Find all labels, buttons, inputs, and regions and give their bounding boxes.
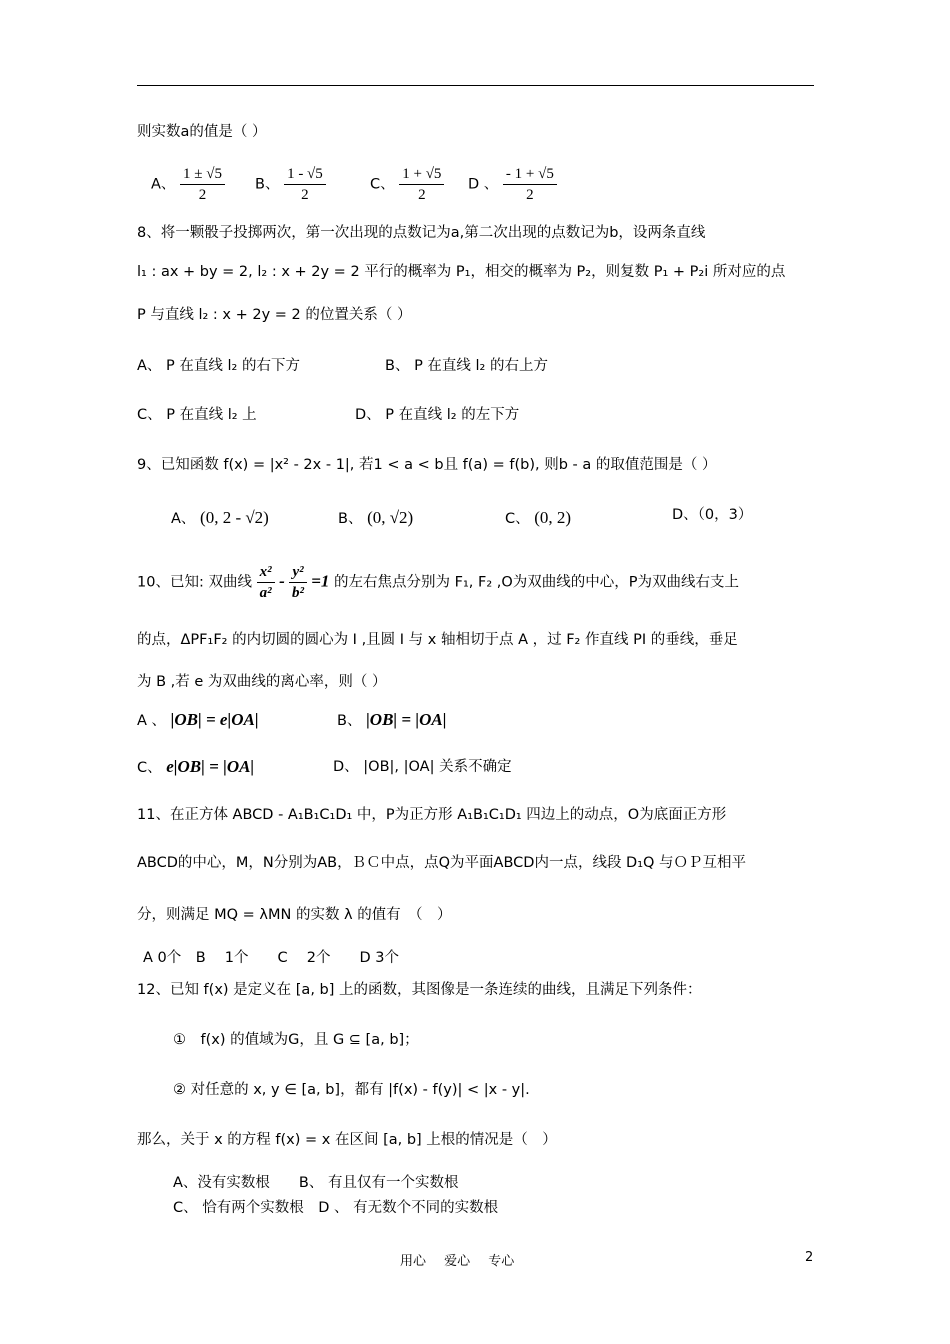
q10-option-c: C、 e|OB| = |OA| bbox=[137, 757, 255, 776]
q10-fraction-x: $\frac{\text{x²}}{\text{a²}}$ bbox=[257, 562, 275, 603]
q8-option-a: A、 P 在直线 l₂ 的右下方 bbox=[137, 358, 300, 374]
q10-option-a: A 、 |OB| = e|OA| bbox=[137, 710, 259, 729]
q11-line-2: ABCD的中心，M，N分别为AB，ＢＣ中点，点Q为平面ABCD内一点，线段 D₁Q 与ＯＰ互相平 bbox=[137, 855, 747, 871]
q10-line-3: 为 B ,若 e 为双曲线的离心率，则（ ） bbox=[137, 674, 387, 690]
q9-option-a: A、 (0, 2 - √2) bbox=[171, 508, 269, 527]
q7-option-a-fraction: $\frac{1 \pm √5}{2}$ bbox=[180, 164, 225, 205]
q7-option-c: C、 $\frac{1 + √5}{2}$ bbox=[370, 164, 444, 205]
q12-options-ab: A、没有实数根 B、 有且仅有一个实数根 bbox=[173, 1175, 459, 1191]
q9-stem: 9、已知函数 f(x) = |x² - 2x - 1|, 若1 < a < b且 f(a) = f(b), 则b - a 的取值范围是（ ） bbox=[137, 457, 717, 473]
q9-option-d: D、（0，3） bbox=[672, 507, 753, 523]
q7-option-d: D 、 $\frac{- 1 + √5}{2}$ bbox=[468, 164, 557, 205]
q12-line-2: 那么，关于 x 的方程 f(x) = x 在区间 [a, b] 上根的情况是（ ） bbox=[137, 1132, 557, 1148]
q10-option-b: B、 |OB| = |OA| bbox=[337, 710, 447, 729]
q7-option-b: B、 $\frac{1 - √5}{2}$ bbox=[255, 164, 326, 205]
q11-line-1: 11、在正方体 ABCD - A₁B₁C₁D₁ 中，P为正方形 A₁B₁C₁D₁ 四边上的动点，O为底面正方形 bbox=[137, 807, 727, 823]
q8-line-1: 8、将一颗骰子投掷两次，第一次出现的点数记为a,第二次出现的点数记为b，设两条直线 bbox=[137, 225, 706, 241]
q12-condition-1: ① f(x) 的值域为G，且 G ⊆ [a, b]； bbox=[173, 1032, 419, 1048]
header-rule bbox=[137, 85, 814, 86]
q7-option-d-fraction: $\frac{- 1 + √5}{2}$ bbox=[503, 164, 557, 205]
q12-options-cd: C、 恰有两个实数根 D 、 有无数个不同的实数根 bbox=[173, 1200, 499, 1216]
q12-condition-2: ② 对任意的 x, y ∈ [a, b]，都有 |f(x) - f(y)| < |x - y|. bbox=[173, 1082, 530, 1098]
q7-option-b-fraction: $\frac{1 - √5}{2}$ bbox=[284, 164, 326, 205]
q9-option-c: C、 (0, 2) bbox=[505, 508, 572, 527]
q11-options: A 0个 B 1个 C 2个 D 3个 bbox=[143, 950, 399, 966]
q8-option-c: C、 P 在直线 l₂ 上 bbox=[137, 407, 257, 423]
q7-stem: 则实数a的值是（ ） bbox=[137, 124, 267, 140]
q11-line-3: 分，则满足 MQ = λMN 的实数 λ 的值有 （ ） bbox=[137, 907, 452, 923]
page-footer: 用心 爱心 专心 bbox=[400, 1254, 515, 1269]
page-number: 2 bbox=[805, 1250, 814, 1265]
q7-option-c-fraction: $\frac{1 + √5}{2}$ bbox=[399, 164, 444, 205]
q9-option-b: B、 (0, √2) bbox=[338, 508, 414, 527]
q10-line-1: 10、已知: 双曲线 $\frac{\text{x²}}{\text{a²}}$ - $\frac{\text{y²}}{\text{b²}}$ =1 的左右焦点分别为 F₁, F₂ ,O为双曲线的中心，P为双曲线右支上 bbox=[137, 564, 740, 601]
q8-line-3: P 与直线 l₂ : x + 2y = 2 的位置关系（ ） bbox=[137, 307, 412, 323]
q12-line-1: 12、已知 f(x) 是定义在 [a, b] 上的函数，其图像是一条连续的曲线，且满足下列条件： bbox=[137, 982, 702, 998]
q10-line-2: 的点，ΔPF₁F₂ 的内切圆的圆心为 I ,且圆 I 与 x 轴相切于点 A ，过 F₂ 作直线 PI 的垂线，垂足 bbox=[137, 632, 738, 648]
q10-option-d: D、 |OB|, |OA| 关系不确定 bbox=[333, 759, 512, 775]
q10-fraction-y: $\frac{\text{y²}}{\text{b²}}$ bbox=[289, 562, 306, 603]
q8-line-2: l₁ : ax + by = 2, l₂ : x + 2y = 2 平行的概率为 P₁，相交的概率为 P₂，则复数 P₁ + P₂i 所对应的点 bbox=[137, 264, 786, 280]
q7-option-a: A、 $\frac{1 \pm √5}{2}$ bbox=[151, 164, 225, 205]
q8-option-d: D、 P 在直线 l₂ 的左下方 bbox=[355, 407, 520, 423]
q8-option-b: B、 P 在直线 l₂ 的右上方 bbox=[385, 358, 548, 374]
